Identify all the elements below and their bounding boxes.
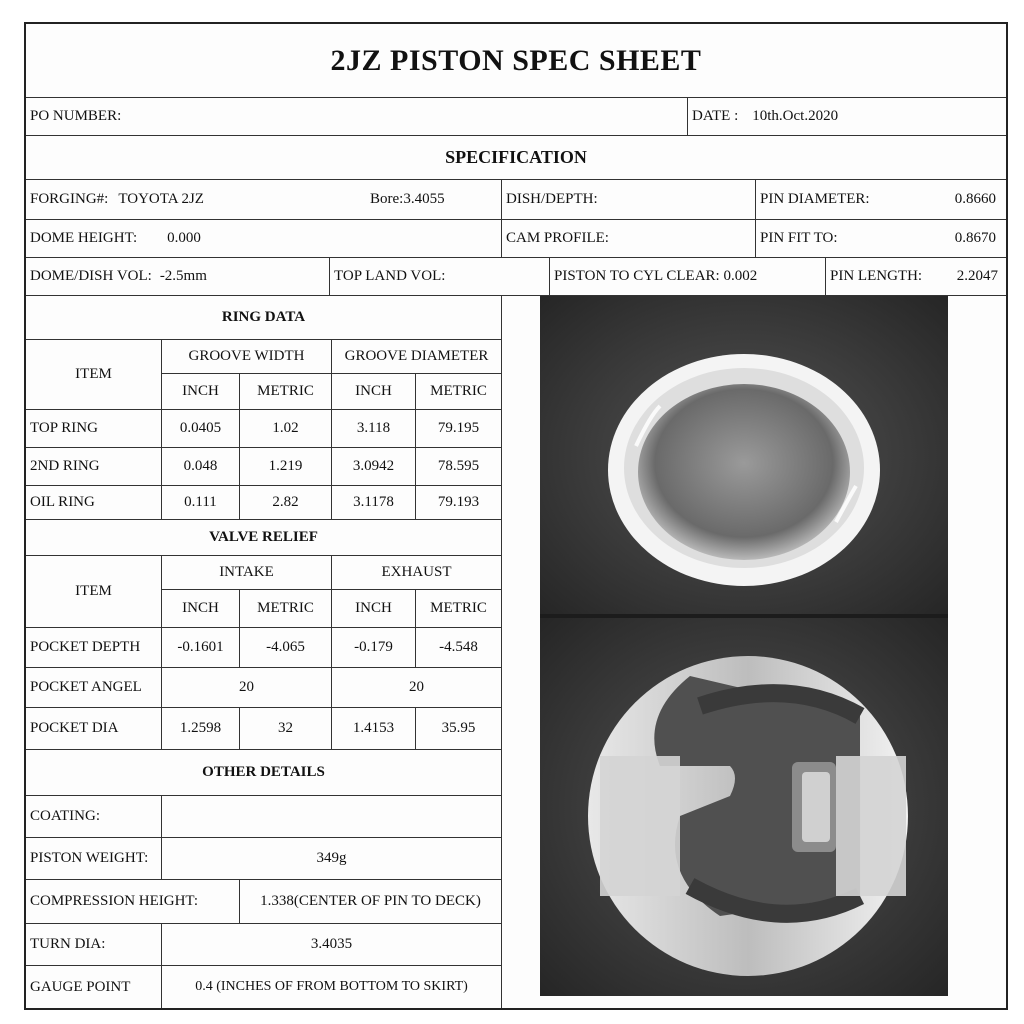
pocket-dia-label: POCKET DIA: [26, 708, 162, 750]
dome-dish-vol-value: -2.5mm: [159, 268, 207, 284]
exhaust-inch-header: INCH: [332, 590, 416, 628]
pocket-angel-exhaust: 20: [332, 668, 502, 708]
pin-diameter-field: [756, 180, 1006, 220]
compression-height-label: COMPRESSION HEIGHT:: [26, 880, 240, 924]
sheet-title: 2JZ PISTON SPEC SHEET: [26, 24, 1006, 98]
piston-photo: [540, 296, 948, 996]
pocket-depth-intake-metric: -4.065: [240, 628, 332, 668]
ring-row-gd-metric: 79.193: [416, 486, 502, 520]
gauge-point-label: GAUGE POINT: [26, 966, 162, 1008]
pocket-depth-exhaust-inch: -0.179: [332, 628, 416, 668]
ring-row-gd-inch: 3.0942: [332, 448, 416, 486]
groove-diameter-header: GROOVE DIAMETER: [332, 340, 502, 374]
pocket-dia-exhaust-metric: 35.95: [416, 708, 502, 750]
compression-height-value: 1.338(CENTER OF PIN TO DECK): [240, 880, 502, 924]
other-details-header: OTHER DETAILS: [26, 750, 502, 796]
ring-row-gw-inch: 0.0405: [162, 410, 240, 448]
pin-diameter-label: PIN DIAMETER:: [760, 191, 870, 207]
piston-to-cyl-clear: PISTON TO CYL CLEAR: 0.002: [550, 258, 826, 296]
pocket-dia-intake-inch: 1.2598: [162, 708, 240, 750]
pocket-angel-label: POCKET ANGEL: [26, 668, 162, 708]
turn-dia-value: 3.4035: [162, 924, 502, 966]
pocket-depth-label: POCKET DEPTH: [26, 628, 162, 668]
ring-item-header: ITEM: [26, 340, 162, 410]
ring-row-name: OIL RING: [26, 486, 162, 520]
pin-fit-field: [756, 220, 1006, 258]
groove-width-header: GROOVE WIDTH: [162, 340, 332, 374]
valve-item-header: ITEM: [26, 556, 162, 628]
exhaust-header: EXHAUST: [332, 556, 502, 590]
ring-row-name: 2ND RING: [26, 448, 162, 486]
intake-metric-header: METRIC: [240, 590, 332, 628]
po-number-label: PO NUMBER:: [26, 98, 688, 136]
piston-weight-label: PISTON WEIGHT:: [26, 838, 162, 880]
date-value: 10th.Oct.2020: [752, 108, 839, 124]
ring-row-gd-metric: 78.595: [416, 448, 502, 486]
ring-row-gw-inch: 0.111: [162, 486, 240, 520]
ring-data-header: RING DATA: [26, 296, 502, 340]
gw-inch-header: INCH: [162, 374, 240, 410]
piston-weight-value: 349g: [162, 838, 502, 880]
valve-relief-header: VALVE RELIEF: [26, 520, 502, 556]
specification-header: SPECIFICATION: [26, 136, 1006, 180]
pocket-dia-exhaust-inch: 1.4153: [332, 708, 416, 750]
gd-inch-header: INCH: [332, 374, 416, 410]
pin-length-label: PIN LENGTH:: [830, 268, 923, 284]
ring-row-gw-metric: 2.82: [240, 486, 332, 520]
dome-height-label: DOME HEIGHT:: [30, 230, 138, 246]
pin-length-value: 2.2047: [956, 268, 998, 284]
dome-height-field: [26, 220, 502, 258]
ring-row-gd-inch: 3.118: [332, 410, 416, 448]
turn-dia-label: TURN DIA:: [26, 924, 162, 966]
cam-profile-label: CAM PROFILE:: [502, 220, 756, 258]
spec-sheet: [24, 22, 1008, 1010]
forging-field: [26, 180, 502, 220]
ring-row-gd-metric: 79.195: [416, 410, 502, 448]
ring-row-gw-inch: 0.048: [162, 448, 240, 486]
ring-row-name: TOP RING: [26, 410, 162, 448]
dome-dish-vol-label: DOME/DISH VOL:: [30, 268, 152, 284]
exhaust-metric-header: METRIC: [416, 590, 502, 628]
top-land-vol-label: TOP LAND VOL:: [330, 258, 550, 296]
bore-value: Bore:3.4055: [370, 191, 445, 207]
intake-inch-header: INCH: [162, 590, 240, 628]
pocket-depth-intake-inch: -0.1601: [162, 628, 240, 668]
pocket-angel-intake: 20: [162, 668, 332, 708]
pocket-depth-exhaust-metric: -4.548: [416, 628, 502, 668]
dish-depth-label: DISH/DEPTH:: [502, 180, 756, 220]
coating-label: COATING:: [26, 796, 162, 838]
forging-value: TOYOTA 2JZ: [118, 191, 204, 207]
pin-diameter-value: 0.8660: [954, 191, 996, 207]
pin-fit-label: PIN FIT TO:: [760, 230, 838, 246]
coating-value: [162, 796, 502, 838]
intake-header: INTAKE: [162, 556, 332, 590]
pin-length-field: [826, 258, 1006, 296]
forging-label: FORGING#:: [30, 191, 109, 207]
ring-row-gd-inch: 3.1178: [332, 486, 416, 520]
ring-row-gw-metric: 1.02: [240, 410, 332, 448]
date-field: [688, 98, 1006, 136]
dome-dish-vol-field: [26, 258, 330, 296]
pin-fit-value: 0.8670: [954, 230, 996, 246]
ring-row-gw-metric: 1.219: [240, 448, 332, 486]
pocket-dia-intake-metric: 32: [240, 708, 332, 750]
date-label: DATE :: [692, 108, 739, 124]
gd-metric-header: METRIC: [416, 374, 502, 410]
gw-metric-header: METRIC: [240, 374, 332, 410]
gauge-point-value: 0.4 (INCHES OF FROM BOTTOM TO SKIRT): [162, 966, 502, 1008]
dome-height-value: 0.000: [167, 230, 201, 246]
